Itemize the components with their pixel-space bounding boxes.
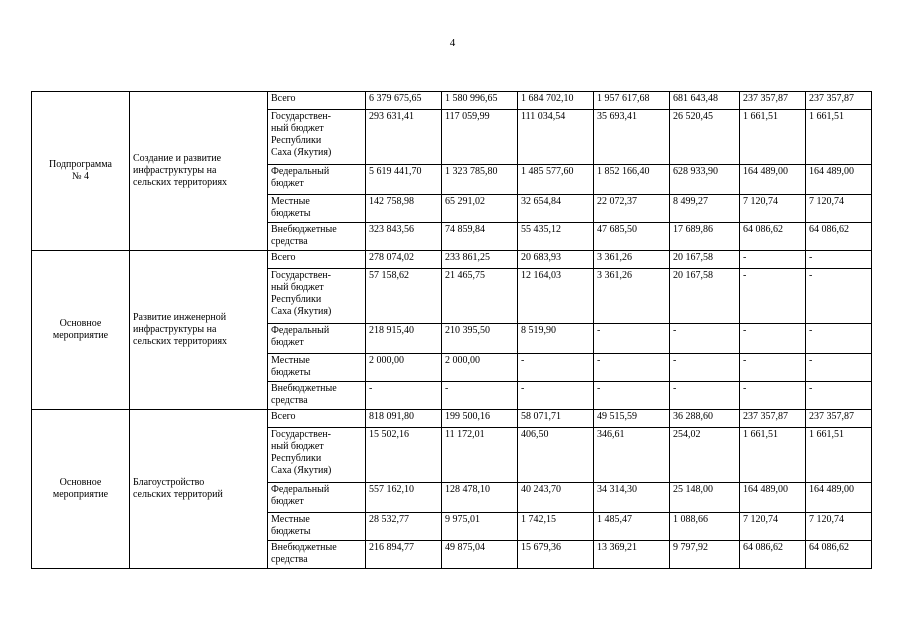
amount-cell: 65 291,02: [442, 195, 518, 223]
amount-cell: -: [740, 354, 806, 382]
amount-cell: 254,02: [670, 428, 740, 483]
amount-cell: 1 580 996,65: [442, 92, 518, 110]
amount-cell: 5 619 441,70: [366, 165, 442, 195]
amount-cell: 1 323 785,80: [442, 165, 518, 195]
amount-cell: 57 158,62: [366, 269, 442, 324]
amount-cell: 28 532,77: [366, 513, 442, 541]
amount-cell: -: [594, 324, 670, 354]
amount-cell: 128 478,10: [442, 483, 518, 513]
amount-cell: 3 361,26: [594, 269, 670, 324]
amount-cell: 557 162,10: [366, 483, 442, 513]
page-number: 4: [449, 37, 456, 49]
amount-cell: 1 485 577,60: [518, 165, 594, 195]
amount-cell: -: [518, 382, 594, 410]
amount-cell: 142 758,98: [366, 195, 442, 223]
amount-cell: 3 361,26: [594, 251, 670, 269]
amount-cell: 117 059,99: [442, 110, 518, 165]
amount-cell: 7 120,74: [740, 195, 806, 223]
amount-cell: -: [806, 269, 872, 324]
amount-cell: 20 167,58: [670, 251, 740, 269]
amount-cell: 47 685,50: [594, 223, 670, 251]
funding-source-cell: Государствен- ный бюджет Республики Саха (Якутия): [268, 110, 366, 165]
amount-cell: 49 515,59: [594, 410, 670, 428]
amount-cell: 64 086,62: [806, 541, 872, 569]
amount-cell: 1 661,51: [806, 428, 872, 483]
amount-cell: 26 520,45: [670, 110, 740, 165]
amount-cell: 7 120,74: [740, 513, 806, 541]
amount-cell: 218 915,40: [366, 324, 442, 354]
amount-cell: 628 933,90: [670, 165, 740, 195]
funding-source-cell: Местные бюджеты: [268, 513, 366, 541]
amount-cell: 58 071,71: [518, 410, 594, 428]
funding-source-cell: Федеральный бюджет: [268, 165, 366, 195]
amount-cell: 49 875,04: [442, 541, 518, 569]
amount-cell: 9 975,01: [442, 513, 518, 541]
funding-source-cell: Государствен- ный бюджет Республики Саха (Якутия): [268, 269, 366, 324]
amount-cell: 1 661,51: [740, 110, 806, 165]
amount-cell: 13 369,21: [594, 541, 670, 569]
amount-cell: 681 643,48: [670, 92, 740, 110]
amount-cell: 17 689,86: [670, 223, 740, 251]
amount-cell: 64 086,62: [806, 223, 872, 251]
amount-cell: 7 120,74: [806, 513, 872, 541]
amount-cell: 210 395,50: [442, 324, 518, 354]
program-name-cell: Основное мероприятие: [32, 251, 130, 410]
amount-cell: 32 654,84: [518, 195, 594, 223]
amount-cell: -: [740, 251, 806, 269]
measure-title-cell: Благоустройство сельских территорий: [130, 410, 268, 569]
amount-cell: 11 172,01: [442, 428, 518, 483]
amount-cell: 164 489,00: [806, 483, 872, 513]
amount-cell: 74 859,84: [442, 223, 518, 251]
amount-cell: 15 679,36: [518, 541, 594, 569]
amount-cell: 35 693,41: [594, 110, 670, 165]
amount-cell: -: [740, 324, 806, 354]
amount-cell: 15 502,16: [366, 428, 442, 483]
amount-cell: -: [740, 382, 806, 410]
funding-source-cell: Внебюджетные средства: [268, 541, 366, 569]
funding-source-cell: Федеральный бюджет: [268, 324, 366, 354]
amount-cell: 8 519,90: [518, 324, 594, 354]
measure-title-cell: Развитие инженерной инфраструктуры на сельских территориях: [130, 251, 268, 410]
amount-cell: 1 742,15: [518, 513, 594, 541]
amount-cell: 216 894,77: [366, 541, 442, 569]
amount-cell: 9 797,92: [670, 541, 740, 569]
amount-cell: 55 435,12: [518, 223, 594, 251]
amount-cell: 25 148,00: [670, 483, 740, 513]
amount-cell: 64 086,62: [740, 541, 806, 569]
amount-cell: 1 661,51: [740, 428, 806, 483]
amount-cell: 12 164,03: [518, 269, 594, 324]
amount-cell: -: [442, 382, 518, 410]
amount-cell: 237 357,87: [806, 92, 872, 110]
amount-cell: 164 489,00: [740, 483, 806, 513]
amount-cell: 1 957 617,68: [594, 92, 670, 110]
amount-cell: 1 088,66: [670, 513, 740, 541]
amount-cell: 1 684 702,10: [518, 92, 594, 110]
amount-cell: 293 631,41: [366, 110, 442, 165]
amount-cell: 237 357,87: [740, 92, 806, 110]
amount-cell: 278 074,02: [366, 251, 442, 269]
amount-cell: 2 000,00: [366, 354, 442, 382]
amount-cell: 1 485,47: [594, 513, 670, 541]
funding-source-cell: Внебюджетные средства: [268, 223, 366, 251]
funding-source-cell: Местные бюджеты: [268, 195, 366, 223]
amount-cell: 346,61: [594, 428, 670, 483]
funding-source-cell: Всего: [268, 92, 366, 110]
program-name-cell: Основное мероприятие: [32, 410, 130, 569]
amount-cell: 64 086,62: [740, 223, 806, 251]
amount-cell: 818 091,80: [366, 410, 442, 428]
amount-cell: 237 357,87: [806, 410, 872, 428]
measure-title-cell: Создание и развитие инфраструктуры на сельских территориях: [130, 92, 268, 251]
program-name-cell: Подпрограмма № 4: [32, 92, 130, 251]
amount-cell: 164 489,00: [806, 165, 872, 195]
budget-table-body: [32, 92, 872, 569]
amount-cell: 7 120,74: [806, 195, 872, 223]
amount-cell: 21 465,75: [442, 269, 518, 324]
table-row: [32, 251, 872, 269]
amount-cell: 20 683,93: [518, 251, 594, 269]
amount-cell: 406,50: [518, 428, 594, 483]
funding-source-cell: Государствен- ный бюджет Республики Саха (Якутия): [268, 428, 366, 483]
amount-cell: -: [806, 251, 872, 269]
amount-cell: 111 034,54: [518, 110, 594, 165]
amount-cell: 237 357,87: [740, 410, 806, 428]
amount-cell: -: [806, 382, 872, 410]
amount-cell: -: [366, 382, 442, 410]
amount-cell: 6 379 675,65: [366, 92, 442, 110]
funding-source-cell: Всего: [268, 251, 366, 269]
amount-cell: 1 852 166,40: [594, 165, 670, 195]
funding-source-cell: Местные бюджеты: [268, 354, 366, 382]
amount-cell: -: [670, 354, 740, 382]
amount-cell: 1 661,51: [806, 110, 872, 165]
budget-table: [31, 91, 872, 569]
amount-cell: -: [518, 354, 594, 382]
funding-source-cell: Всего: [268, 410, 366, 428]
amount-cell: 34 314,30: [594, 483, 670, 513]
amount-cell: -: [740, 269, 806, 324]
funding-source-cell: Федеральный бюджет: [268, 483, 366, 513]
amount-cell: -: [806, 354, 872, 382]
table-row: [32, 92, 872, 110]
amount-cell: 233 861,25: [442, 251, 518, 269]
amount-cell: 20 167,58: [670, 269, 740, 324]
amount-cell: 40 243,70: [518, 483, 594, 513]
amount-cell: 36 288,60: [670, 410, 740, 428]
amount-cell: 8 499,27: [670, 195, 740, 223]
amount-cell: 22 072,37: [594, 195, 670, 223]
amount-cell: -: [806, 324, 872, 354]
amount-cell: 323 843,56: [366, 223, 442, 251]
amount-cell: 164 489,00: [740, 165, 806, 195]
table-row: [32, 410, 872, 428]
amount-cell: -: [670, 324, 740, 354]
amount-cell: 2 000,00: [442, 354, 518, 382]
amount-cell: 199 500,16: [442, 410, 518, 428]
amount-cell: -: [670, 382, 740, 410]
amount-cell: -: [594, 354, 670, 382]
funding-source-cell: Внебюджетные средства: [268, 382, 366, 410]
amount-cell: -: [594, 382, 670, 410]
